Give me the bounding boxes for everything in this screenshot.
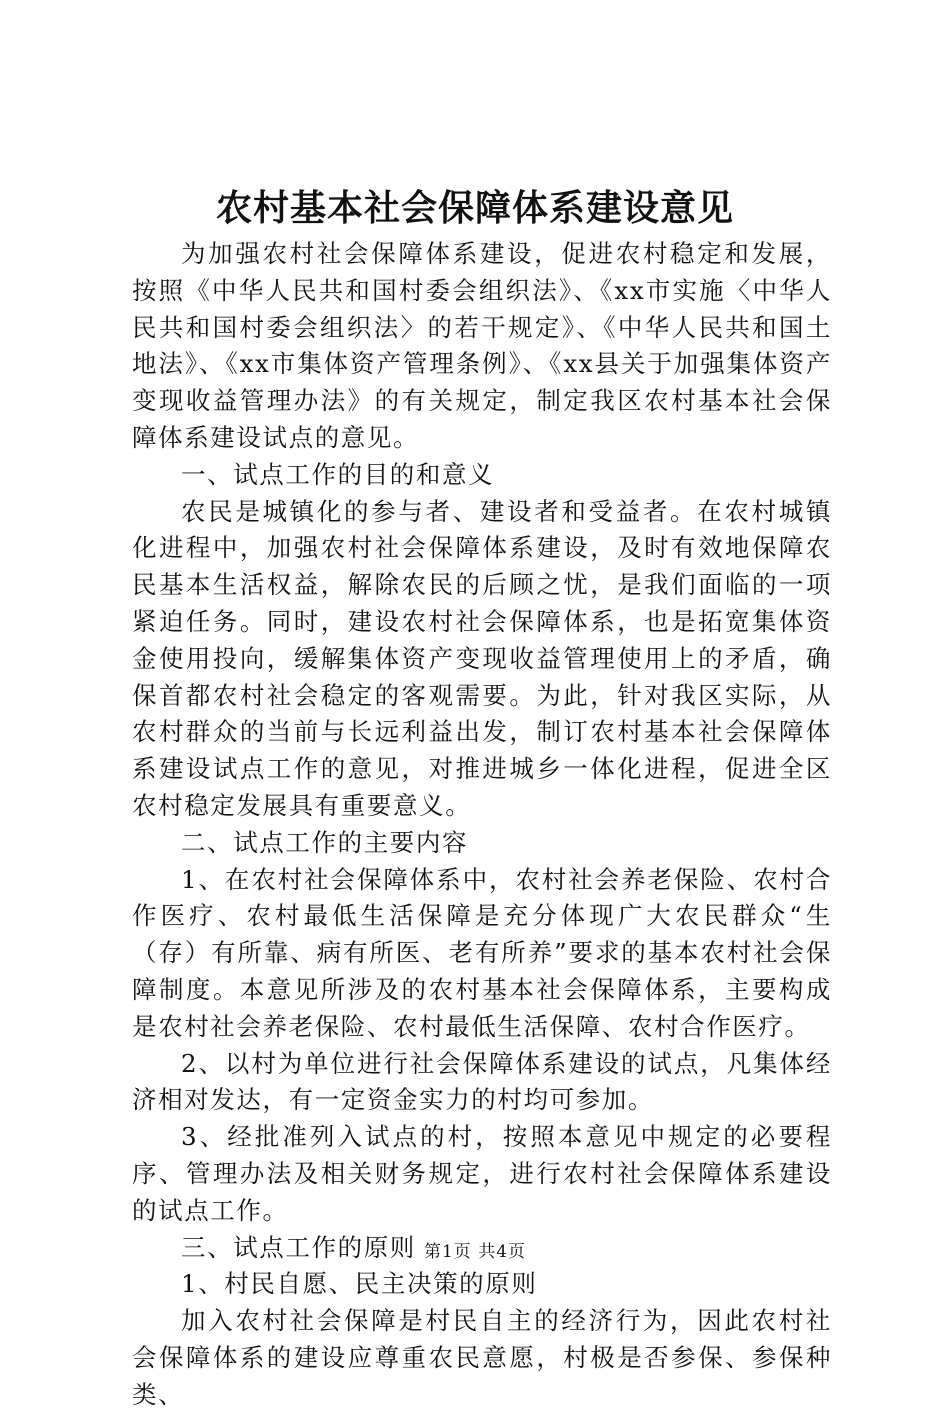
paragraph-item-2: 2、以村为单位进行社会保障体系建设的试点，凡集体经济相对发达，有一定资金实力的村均可参加。 bbox=[132, 1048, 832, 1115]
paragraph-item-3: 3、经批准列入试点的村，按照本意见中规定的必要程序、管理办法及相关财务规定，进行农村社会保障体系建设的试点工作。 bbox=[132, 1122, 832, 1225]
section-heading-3: 三、试点工作的原则 bbox=[181, 1232, 416, 1262]
paragraph-section-1: 农民是城镇化的参与者、建设者和受益者。在农村城镇化进程中，加强农村社会保障体系建设，及时有效地保障农民基本生活权益，解除农民的后顾之忧，是我们面临的一项紧迫任务。同时，建设农村社会保障体系，也是拓宽集体资金使用投向，缓解集体资产变现收益管理使用上的矛盾，确保首都农村社会稳定的客观需要。为此，针对我区实际，从农村群众的当前与长远利益出发，制订农村基本社会保障体系建设试点工作的意见，对推进城乡一体化进程，促进全区农村稳定发展具有重要意义。 bbox=[132, 496, 832, 820]
document-title: 农村基本社会保障体系建设意见 bbox=[215, 188, 734, 229]
document-body bbox=[132, 236, 832, 1414]
page-footer: 第1页 共4页 bbox=[423, 1242, 527, 1262]
paragraph-item-1: 1、在农村社会保障体系中，农村社会养老保险、农村合作医疗、农村最低生活保障是充分体现广大农民群众“生（存）有所靠、病有所医、老有所养”要求的基本农村社会保障制度。本意见所涉及的农村基本社会保障体系，主要构成是农村社会养老保险、农村最低生活保障、农村合作医疗。 bbox=[132, 864, 832, 1041]
section-heading-1: 一、试点工作的目的和意义 bbox=[181, 459, 495, 489]
subsection-heading-1: 1、村民自愿、民主决策的原则 bbox=[181, 1269, 538, 1299]
paragraph-intro: 为加强农村社会保障体系建设，促进农村稳定和发展，按照《中华人民共和国村委会组织法》、《xx市实施〈中华人民共和国村委会组织法〉的若干规定》、《中华人民共和国土地法》、《xx市集体资产管理条例》、《xx县关于加强集体资产变现收益管理办法》的有关规定，制定我区农村基本社会保障体系建设试点的意见。 bbox=[132, 239, 832, 452]
paragraph-principle-1: 加入农村社会保障是村民自主的经济行为，因此农村社会保障体系的建设应尊重农民意愿，村极是否参保、参保种类、 bbox=[132, 1306, 832, 1409]
section-heading-2: 二、试点工作的主要内容 bbox=[181, 827, 469, 857]
